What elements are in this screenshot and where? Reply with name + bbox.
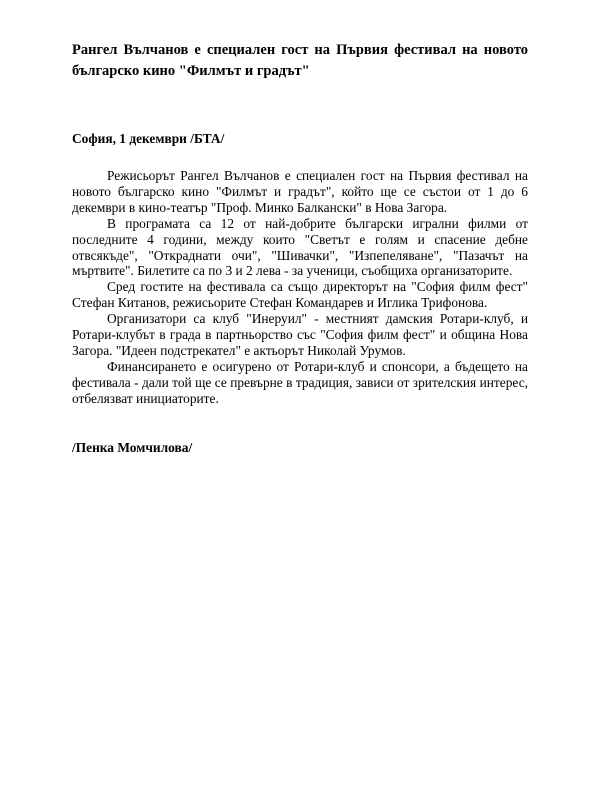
paragraph: Режисьорът Рангел Вълчанов е специален гост на Първия фестивал на новото българско кино "Филмът и градът", който ще се състои от 1 до 6 декември в кино-театър "Проф. Минко Балкански" в Нова Загора.: [72, 168, 528, 215]
document-page: [72, 40, 528, 456]
paragraph: В програмата са 12 от най-добрите български игрални филми от последните 4 години, между които "Светът е голям и спасение дебне отвсякъде", "Откраднати очи", "Шивачки", "Изпепеляване", "Пазачът на мъртвите". Билетите са по 3 и 2 лева - за ученици, съобщиха организаторите.: [72, 215, 528, 279]
paragraph: Сред гостите на фестивала са също директорът на "София филм фест" Стефан Китанов, режисьорите Стефан Командарев и Иглика Трифонова.: [72, 279, 528, 311]
author-signature: /Пенка Момчилова/: [72, 439, 193, 455]
paragraph: Организатори са клуб "Инеруил" - местният дамския Ротари-клуб, и Ротари-клубът в града в партньорство със "София филм фест" и община Нова Загора. "Идеен подстрекател" е актьорът Николай Урумов.: [72, 311, 528, 358]
paragraph: Финансирането е осигурено от Ротари-клуб и спонсори, а бъдещето на фестивала - дали той ще се превърне в традиция, зависи от зрителския интерес, отбелязват инициаторите.: [72, 358, 528, 406]
article-title: Рангел Вълчанов е специален гост на Първия фестивал на новото българско кино "Филмът и градът": [72, 42, 528, 79]
article-body: [72, 168, 528, 407]
dateline: София, 1 декември /БТА/: [72, 131, 225, 146]
